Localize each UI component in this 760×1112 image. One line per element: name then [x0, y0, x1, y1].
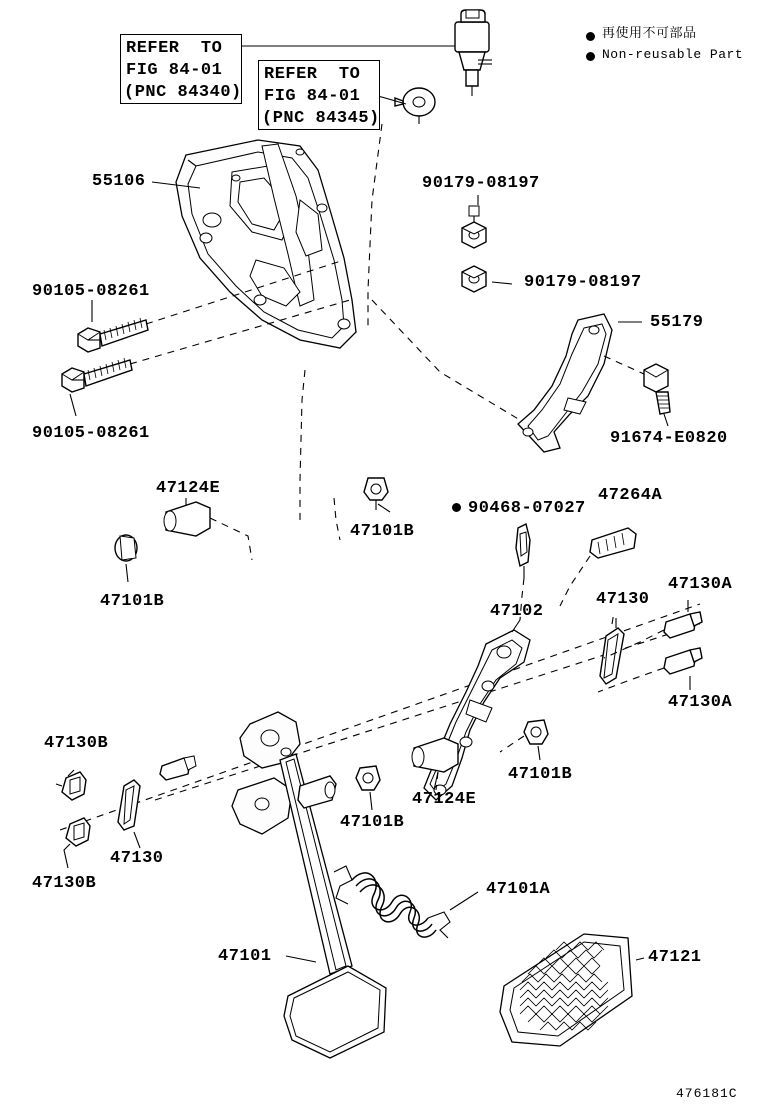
callout-47130-left: 47130	[110, 849, 164, 868]
leader-47101B-d	[370, 792, 372, 810]
callout-47130B-lower: 47130B	[32, 874, 97, 893]
reference-box-84340-line3: (PNC 84340)	[124, 83, 242, 102]
callout-47101B-d: 47101B	[340, 813, 405, 832]
callout-47101B-a: 47101B	[100, 592, 165, 611]
marker-90468-07027	[452, 503, 461, 512]
leader-47101A	[450, 892, 478, 910]
callout-47121: 47121	[648, 948, 702, 967]
part-47101B-washer-d	[356, 766, 380, 790]
leader-47101B-a	[126, 564, 128, 582]
callout-90179-08197-lower: 90179-08197	[524, 273, 642, 292]
callout-47101B-b: 47101B	[350, 522, 415, 541]
part-47124E-bushing-left	[164, 502, 252, 560]
callout-47124E-left: 47124E	[156, 479, 221, 498]
legend-label-en: Non-reusable Part	[602, 47, 744, 62]
leader-90105-lower	[70, 394, 76, 416]
part-47130B-clip-upper	[56, 772, 86, 800]
legend-marker-en	[586, 52, 595, 61]
legend-marker-jp	[586, 32, 595, 41]
reference-box-84345-line3: (PNC 84345)	[262, 109, 380, 128]
part-90105-08261-bolt-lower	[62, 358, 132, 392]
leader-47130B-lower	[64, 844, 70, 868]
part-55106-bracket	[176, 140, 356, 348]
part-90105-08261-bolt-upper	[78, 318, 148, 352]
callout-90468-07027: 90468-07027	[468, 499, 586, 518]
callout-47264A: 47264A	[598, 486, 663, 505]
leader-47101B-c	[538, 746, 540, 760]
callout-47102: 47102	[490, 602, 544, 621]
callout-47130B-upper: 47130B	[44, 734, 109, 753]
part-47130-clip-left	[118, 780, 140, 830]
callout-47130-right: 47130	[596, 590, 650, 609]
part-grommet-84345	[395, 88, 435, 124]
part-47130B-clip-lower	[66, 818, 90, 846]
leader-47101	[286, 956, 316, 962]
callout-47130A-upper: 47130A	[668, 575, 733, 594]
part-91674-E0820-bolt	[604, 356, 670, 426]
reference-box-84340-line2: FIG 84-01	[126, 61, 223, 80]
callout-47130A-lower: 47130A	[668, 693, 733, 712]
part-47130-clip-right	[600, 612, 624, 684]
part-switch-84340	[455, 10, 492, 96]
reference-box-84345-line2: FIG 84-01	[264, 87, 361, 106]
legend-label-jp: 再使用不可部品	[602, 26, 697, 41]
part-47121-pad	[500, 934, 632, 1046]
callout-91674-E0820: 91674-E0820	[610, 429, 728, 448]
reference-box-84340-line1: REFER TO	[126, 39, 223, 58]
axis-pedal-shaft	[60, 604, 700, 830]
callout-90105-08261-upper: 90105-08261	[32, 282, 150, 301]
part-55179-bracket	[518, 314, 612, 452]
part-47101A-spring	[334, 866, 450, 938]
leader-47121	[636, 958, 644, 960]
callout-47101B-c: 47101B	[508, 765, 573, 784]
part-90179-08197-nut-lower	[462, 266, 486, 292]
part-90179-08197-nut-upper	[462, 206, 486, 248]
callout-55106: 55106	[92, 172, 146, 191]
part-shaft-small-bushing	[160, 756, 196, 780]
part-47101B-washer-c	[500, 720, 548, 752]
callout-47101A: 47101A	[486, 880, 551, 899]
leader-90179-lower	[492, 282, 512, 284]
leader-47130-left	[134, 832, 140, 848]
part-47101B-washer-a	[115, 535, 137, 561]
callout-55179: 55179	[650, 313, 704, 332]
callout-90179-08197-upper: 90179-08197	[422, 174, 540, 193]
part-47101-pedal	[232, 712, 386, 1058]
callout-90105-08261-lower: 90105-08261	[32, 424, 150, 443]
reference-box-84345-line1: REFER TO	[264, 65, 361, 84]
callout-47101: 47101	[218, 947, 272, 966]
callout-47124E-center: 47124E	[412, 790, 477, 809]
leader-47101B-b	[378, 504, 390, 512]
figure-code: 476181C	[676, 1086, 738, 1101]
